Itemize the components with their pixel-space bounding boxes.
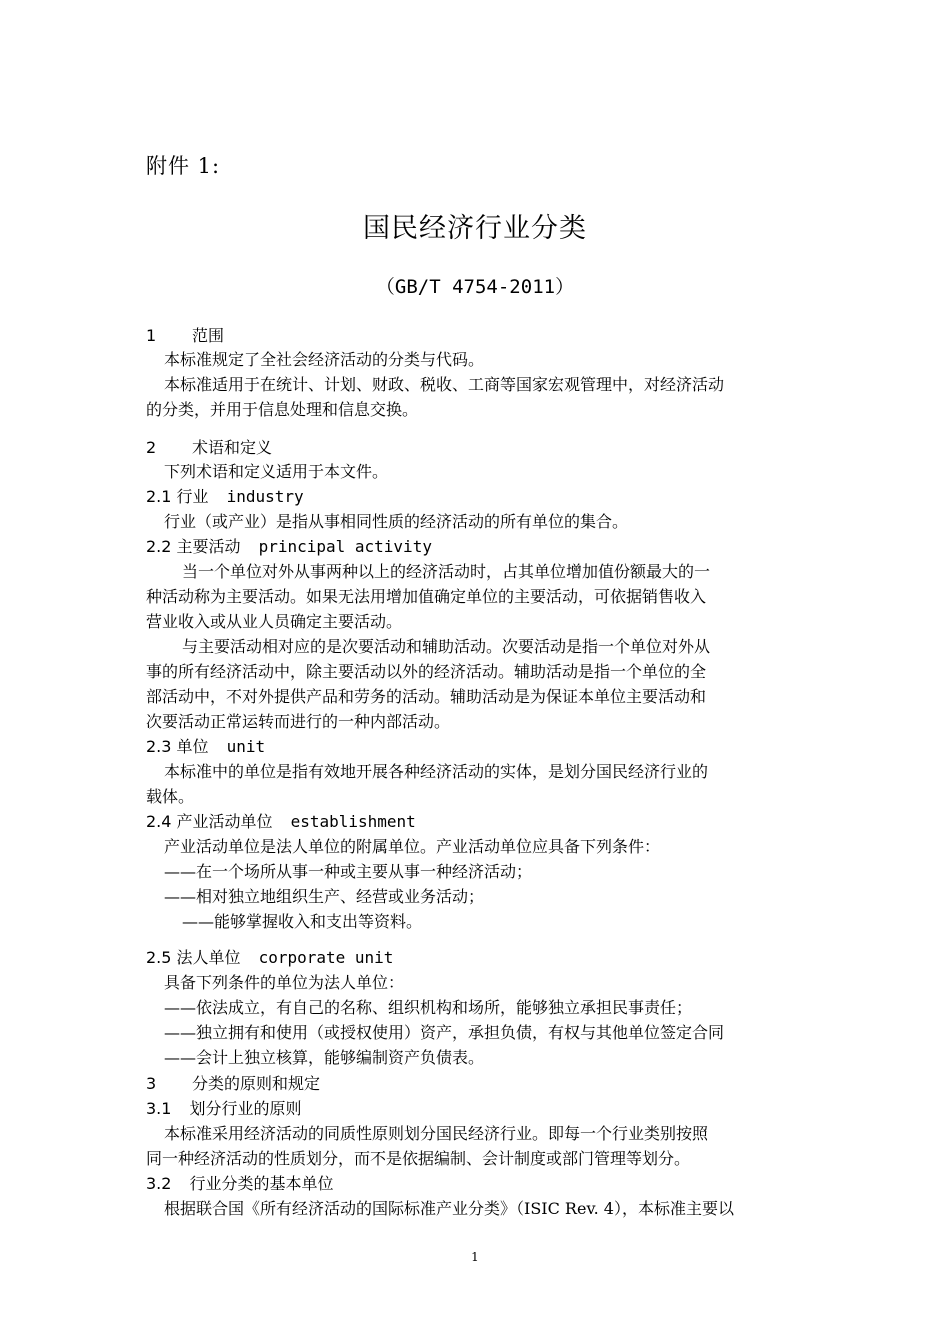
- standard-code: （GB/T 4754-2011）: [375, 276, 575, 298]
- paragraph: 当一个单位对外从事两种以上的经济活动时，占其单位增加值份额最大的一: [182, 562, 711, 581]
- term-2-3-heading: 2.3 单位 unit: [146, 737, 266, 756]
- paragraph: 本标准规定了全社会经济活动的分类与代码。: [164, 350, 485, 369]
- section-3-heading: 3 分类的原则和规定: [146, 1074, 321, 1093]
- list-item: ——相对独立地组织生产、经营或业务活动；: [164, 887, 485, 906]
- paragraph: 本标准采用经济活动的同质性原则划分国民经济行业。即每一个行业类别按照: [164, 1124, 709, 1143]
- term-2-5-heading: 2.5 法人单位 corporate unit: [146, 948, 394, 967]
- paragraph: 种活动称为主要活动。如果无法用增加值确定单位的主要活动，可依据销售收入: [146, 587, 707, 606]
- paragraph: 下列术语和定义适用于本文件。: [164, 462, 389, 481]
- attachment-label: 附件 1:: [146, 154, 221, 178]
- page-number: 1: [471, 1250, 479, 1264]
- paragraph: 同一种经济活动的性质划分，而不是依据编制、会计制度或部门管理等划分。: [146, 1149, 691, 1168]
- paragraph: 次要活动正常运转而进行的一种内部活动。: [146, 712, 451, 731]
- term-2-4-heading: 2.4 产业活动单位 establishment: [146, 812, 416, 831]
- document-title: 国民经济行业分类: [363, 213, 587, 244]
- paragraph: 具备下列条件的单位为法人单位：: [164, 973, 405, 992]
- paragraph: 部活动中，不对外提供产品和劳务的活动。辅助活动是为保证本单位主要活动和: [146, 687, 707, 706]
- list-item: ——能够掌握收入和支出等资料。: [182, 912, 423, 931]
- list-item: ——独立拥有和使用（或授权使用）资产，承担负债，有权与其他单位签定合同: [164, 1023, 725, 1042]
- paragraph: 与主要活动相对应的是次要活动和辅助活动。次要活动是指一个单位对外从: [182, 637, 711, 656]
- section-1-heading: 1 范围: [146, 326, 225, 345]
- paragraph: 的分类，并用于信息处理和信息交换。: [146, 400, 419, 419]
- paragraph: 本标准适用于在统计、计划、财政、税收、工商等国家宏观管理中，对经济活动: [164, 375, 725, 394]
- section-3-1-heading: 3.1 划分行业的原则: [146, 1099, 302, 1118]
- paragraph: 营业收入或从业人员确定主要活动。: [146, 612, 403, 631]
- list-item: ——会计上独立核算，能够编制资产负债表。: [164, 1048, 485, 1067]
- paragraph: 本标准中的单位是指有效地开展各种经济活动的实体，是划分国民经济行业的: [164, 762, 709, 781]
- term-2-2-heading: 2.2 主要活动 principal activity: [146, 537, 432, 556]
- term-2-1-heading: 2.1 行业 industry: [146, 487, 304, 506]
- paragraph: 产业活动单位是法人单位的附属单位。产业活动单位应具备下列条件：: [164, 837, 661, 856]
- list-item: ——在一个场所从事一种或主要从事一种经济活动；: [164, 862, 533, 881]
- section-2-heading: 2 术语和定义: [146, 438, 273, 457]
- paragraph: 事的所有经济活动中，除主要活动以外的经济活动。辅助活动是指一个单位的全: [146, 662, 707, 681]
- paragraph: 根据联合国《所有经济活动的国际标准产业分类》（ISIC Rev. 4），本标准主要以: [164, 1199, 734, 1218]
- list-item: ——依法成立，有自己的名称、组织机构和场所，能够独立承担民事责任；: [164, 998, 693, 1017]
- paragraph: 行业（或产业）是指从事相同性质的经济活动的所有单位的集合。: [164, 512, 629, 531]
- section-3-2-heading: 3.2 行业分类的基本单位: [146, 1174, 334, 1193]
- paragraph: 载体。: [146, 787, 195, 806]
